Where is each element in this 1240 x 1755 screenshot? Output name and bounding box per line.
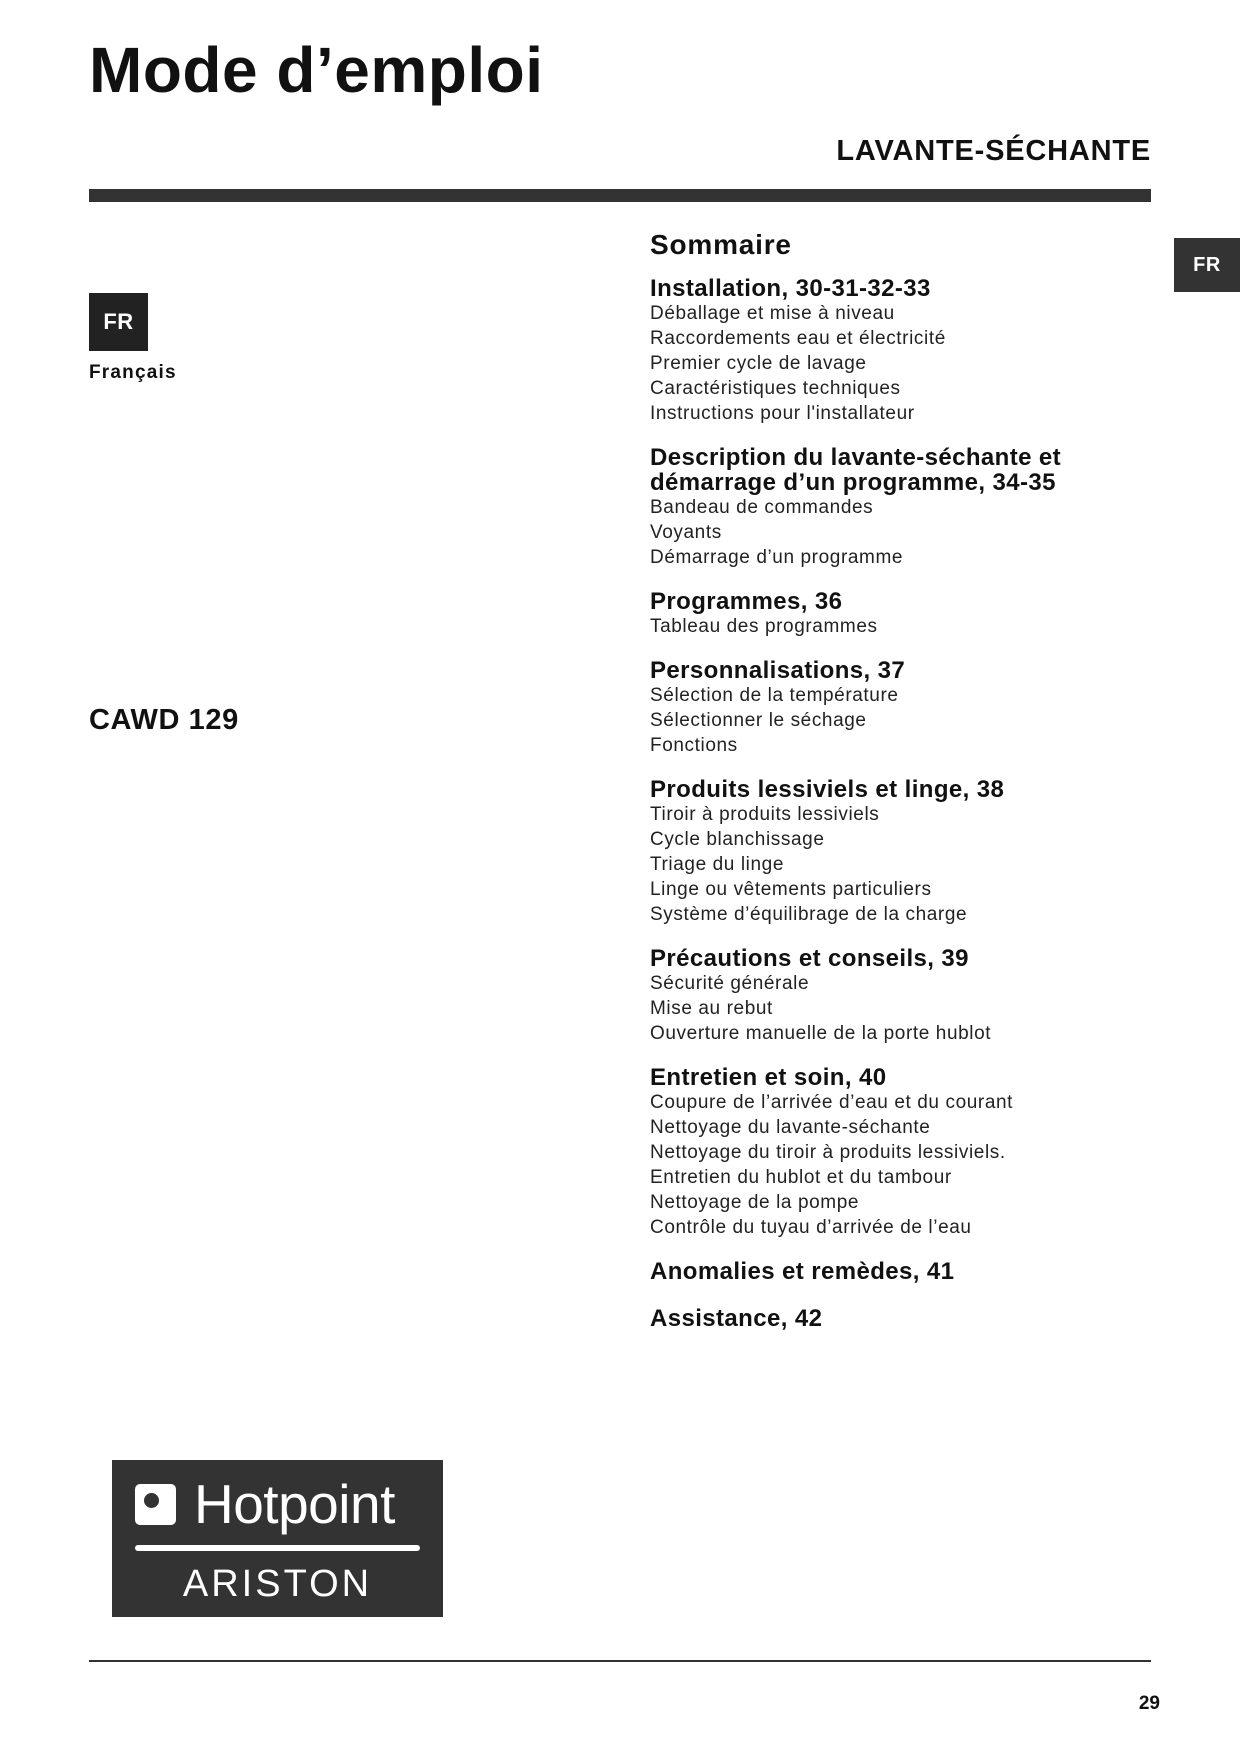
language-name: Français [89, 362, 177, 383]
toc-item: Mise au rebut [650, 998, 773, 1019]
toc-section [650, 777, 1150, 927]
language-badge: FR [89, 293, 148, 351]
toc-item: Nettoyage du lavante-séchante [650, 1117, 931, 1138]
toc-item: Voyants [650, 522, 722, 543]
toc-item: Contrôle du tuyau d’arrivée de l’eau [650, 1217, 972, 1238]
toc-item: Coupure de l’arrivée d’eau et du courant [650, 1092, 1014, 1113]
table-of-contents [650, 226, 1150, 1331]
toc-section-heading: Anomalies et remèdes, 41 [650, 1258, 955, 1285]
toc-item: Instructions pour l'installateur [650, 403, 915, 424]
brand-logo [112, 1460, 443, 1617]
toc-item-list [650, 802, 1150, 927]
toc-section-heading: Installation, 30-31-32-33 [650, 275, 931, 302]
toc-item-list [650, 301, 1150, 426]
toc-item: Sélection de la température [650, 685, 899, 706]
toc-item: Triage du linge [650, 854, 784, 875]
header-rule [89, 189, 1151, 202]
toc-section [650, 589, 1150, 639]
toc-item: Caractéristiques techniques [650, 378, 901, 399]
toc-item-list [650, 971, 1150, 1046]
toc-item: Bandeau de commandes [650, 497, 874, 518]
toc-item: Démarrage d’un programme [650, 547, 904, 568]
toc-item: Ouverture manuelle de la porte hublot [650, 1023, 992, 1044]
logo-divider-bar [135, 1545, 420, 1551]
toc-item: Nettoyage de la pompe [650, 1192, 860, 1213]
toc-section [650, 658, 1150, 758]
toc-item: Nettoyage du tiroir à produits lessiviels. [650, 1142, 1006, 1163]
toc-item: Fonctions [650, 735, 738, 756]
toc-section-heading: Entretien et soin, 40 [650, 1064, 887, 1091]
toc-item: Linge ou vêtements particuliers [650, 879, 932, 900]
toc-item-list [650, 683, 1150, 758]
language-side-tab: FR [1174, 238, 1240, 292]
toc-item: Premier cycle de lavage [650, 353, 867, 374]
toc-item: Cycle blanchissage [650, 829, 825, 850]
toc-section-heading: Description du lavante-séchante et démarrage d’un programme, 34-35 [650, 444, 1062, 496]
toc-section [650, 1306, 1150, 1331]
toc-item: Système d’équilibrage de la charge [650, 904, 968, 925]
logo-sub-brand: ARISTON [182, 1563, 373, 1605]
document-title: Mode d’emploi [89, 34, 544, 106]
toc-item: Raccordements eau et électricité [650, 328, 946, 349]
toc-item-list [650, 495, 1150, 570]
toc-item: Tiroir à produits lessiviels [650, 804, 880, 825]
logo-brand-name: Hotpoint [194, 1473, 395, 1535]
toc-section-heading: Personnalisations, 37 [650, 657, 906, 684]
toc-title: Sommaire [650, 229, 792, 260]
footer-rule [89, 1660, 1151, 1662]
model-number: CAWD 129 [89, 704, 239, 736]
toc-section [650, 276, 1150, 426]
toc-item: Entretien du hublot et du tambour [650, 1167, 952, 1188]
toc-section [650, 1065, 1150, 1240]
toc-section [650, 445, 1150, 570]
product-type: LAVANTE-SÉCHANTE [836, 135, 1151, 167]
page-number: 29 [1138, 1693, 1160, 1714]
toc-sections [650, 276, 1150, 1331]
toc-item-list [650, 1090, 1150, 1240]
toc-section-heading: Produits lessiviels et linge, 38 [650, 776, 1005, 803]
toc-section [650, 1259, 1150, 1284]
toc-section-heading: Précautions et conseils, 39 [650, 945, 969, 972]
toc-item: Déballage et mise à niveau [650, 303, 895, 324]
toc-item: Tableau des programmes [650, 616, 878, 637]
toc-section-heading: Programmes, 36 [650, 588, 843, 615]
toc-item-list [650, 614, 1150, 639]
toc-section-heading: Assistance, 42 [650, 1305, 823, 1332]
toc-item: Sélectionner le séchage [650, 710, 867, 731]
hotpoint-square-icon [135, 1484, 176, 1525]
toc-item: Sécurité générale [650, 973, 810, 994]
toc-section [650, 946, 1150, 1046]
